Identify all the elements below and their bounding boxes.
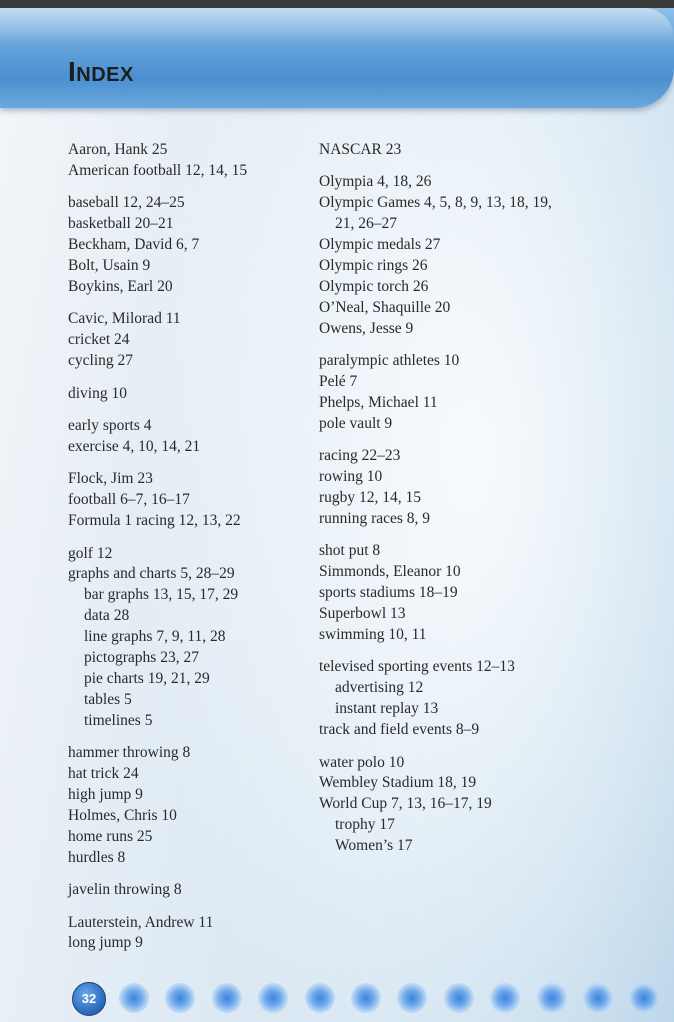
index-letter-group — [319, 753, 569, 858]
index-letter-group — [68, 140, 318, 182]
page-title: Index — [68, 56, 134, 87]
index-entry: Olympia 4, 18, 26 — [319, 173, 432, 191]
index-entry: televised sporting events 12–13 — [319, 658, 515, 676]
index-entry: graphs and charts 5, 28–29 — [68, 565, 235, 583]
index-entry: hat trick 24 — [68, 765, 139, 783]
index-entry: track and field events 8–9 — [319, 721, 480, 739]
index-letter-group — [68, 193, 318, 298]
index-entry: golf 12 — [68, 544, 113, 562]
index-letter-group — [68, 913, 318, 955]
decorative-dot — [351, 983, 381, 1013]
index-subentry: tables 5 — [84, 690, 132, 708]
index-entry: O’Neal, Shaquille 20 — [319, 298, 451, 316]
index-entry: hammer throwing 8 — [68, 744, 191, 762]
index-subentry: line graphs 7, 9, 11, 28 — [84, 628, 226, 646]
index-subentry: data 28 — [84, 607, 130, 625]
decorative-dot — [119, 983, 149, 1013]
index-entry: exercise 4, 10, 14, 21 — [68, 437, 201, 455]
index-entry: Olympic rings 26 — [319, 257, 428, 275]
index-letter-group — [319, 172, 569, 339]
index-entry: Formula 1 racing 12, 13, 22 — [68, 512, 241, 530]
index-entry: Lauterstein, Andrew 11 — [68, 913, 214, 931]
index-entry: Wembley Stadium 18, 19 — [319, 774, 477, 792]
decorative-dot — [258, 983, 288, 1013]
decorative-dot — [305, 983, 335, 1013]
index-entry-continuation: 21, 26–27 — [335, 215, 397, 233]
index-entry: paralympic athletes 10 — [319, 352, 460, 370]
page-footer — [72, 982, 672, 1016]
index-entry: Bolt, Usain 9 — [68, 257, 151, 275]
index-letter-group — [68, 880, 318, 901]
index-entry: Beckham, David 6, 7 — [68, 236, 200, 254]
index-entry: cycling 27 — [68, 352, 133, 370]
index-letter-group — [319, 657, 569, 741]
index-entry: Cavic, Milorad 11 — [68, 310, 181, 328]
page-number-badge: 32 — [72, 982, 106, 1016]
index-letter-group — [68, 544, 318, 732]
index-entry: rugby 12, 14, 15 — [319, 489, 422, 507]
index-entry: Aaron, Hank 25 — [68, 141, 168, 158]
index-entry: early sports 4 — [68, 416, 152, 434]
index-letter-group — [319, 140, 569, 161]
index-letter-group — [319, 351, 569, 435]
index-letter-group — [68, 416, 318, 458]
index-entry: rowing 10 — [319, 468, 383, 486]
index-entry: pole vault 9 — [319, 414, 393, 432]
index-letter-group — [68, 384, 318, 405]
index-subentry: timelines 5 — [84, 711, 153, 729]
index-subentry: pictographs 23, 27 — [84, 649, 199, 667]
index-entry: Olympic torch 26 — [319, 277, 429, 295]
decorative-dot — [583, 983, 613, 1013]
index-letter-group — [68, 743, 318, 868]
top-edge — [0, 0, 674, 8]
decorative-dot — [165, 983, 195, 1013]
decorative-dot — [490, 983, 520, 1013]
index-letter-group — [319, 446, 569, 530]
index-subentry: instant replay 13 — [335, 700, 439, 718]
index-entry: Simmonds, Eleanor 10 — [319, 563, 461, 581]
index-subentry: pie charts 19, 21, 29 — [84, 669, 210, 687]
index-entry: basketball 20–21 — [68, 215, 174, 233]
index-entry: World Cup 7, 13, 16–17, 19 — [319, 795, 492, 813]
index-entry: high jump 9 — [68, 785, 143, 803]
index-letter-group — [68, 309, 318, 372]
index-entry: swimming 10, 11 — [319, 626, 427, 644]
index-entry: baseball 12, 24–25 — [68, 194, 185, 212]
index-entry: Superbowl 13 — [319, 605, 406, 623]
index-letter-group — [68, 469, 318, 532]
index-subentry: bar graphs 13, 15, 17, 29 — [84, 586, 239, 604]
index-entry: shot put 8 — [319, 542, 381, 560]
index-entry: Boykins, Earl 20 — [68, 277, 173, 295]
decorative-dot — [537, 983, 567, 1013]
index-entry: NASCAR 23 — [319, 141, 402, 158]
index-entry: American football 12, 14, 15 — [68, 161, 248, 179]
index-entry: home runs 25 — [68, 827, 153, 845]
index-column-right — [319, 140, 569, 869]
decorative-dot — [629, 983, 659, 1013]
index-entry: Holmes, Chris 10 — [68, 806, 177, 824]
decorative-dot — [397, 983, 427, 1013]
index-subentry: Women’s 17 — [335, 837, 413, 855]
index-subentry: trophy 17 — [335, 816, 395, 834]
index-entry: javelin throwing 8 — [68, 881, 182, 899]
index-entry: cricket 24 — [68, 331, 130, 349]
decorative-dot — [444, 983, 474, 1013]
index-entry: running races 8, 9 — [319, 510, 431, 527]
index-entry: Pelé 7 — [319, 373, 358, 391]
index-entry: Flock, Jim 23 — [68, 470, 153, 488]
index-entry: diving 10 — [68, 384, 127, 402]
index-entry: water polo 10 — [319, 753, 405, 771]
index-entry: sports stadiums 18–19 — [319, 584, 458, 602]
index-entry: hurdles 8 — [68, 848, 126, 866]
index-entry: Olympic Games 4, 5, 8, 9, 13, 18, 19, 21, 26–27 — [319, 193, 569, 235]
index-entry: Phelps, Michael 11 — [319, 393, 438, 411]
index-entry: long jump 9 — [68, 934, 143, 952]
decorative-dot — [212, 983, 242, 1013]
index-entry: football 6–7, 16–17 — [68, 491, 190, 509]
index-letter-group — [319, 541, 569, 646]
index-entry: Olympic medals 27 — [319, 236, 441, 254]
index-entry: Owens, Jesse 9 — [319, 319, 414, 337]
index-entry: racing 22–23 — [319, 447, 401, 465]
index-column-left — [68, 140, 318, 966]
index-subentry: advertising 12 — [335, 679, 424, 697]
